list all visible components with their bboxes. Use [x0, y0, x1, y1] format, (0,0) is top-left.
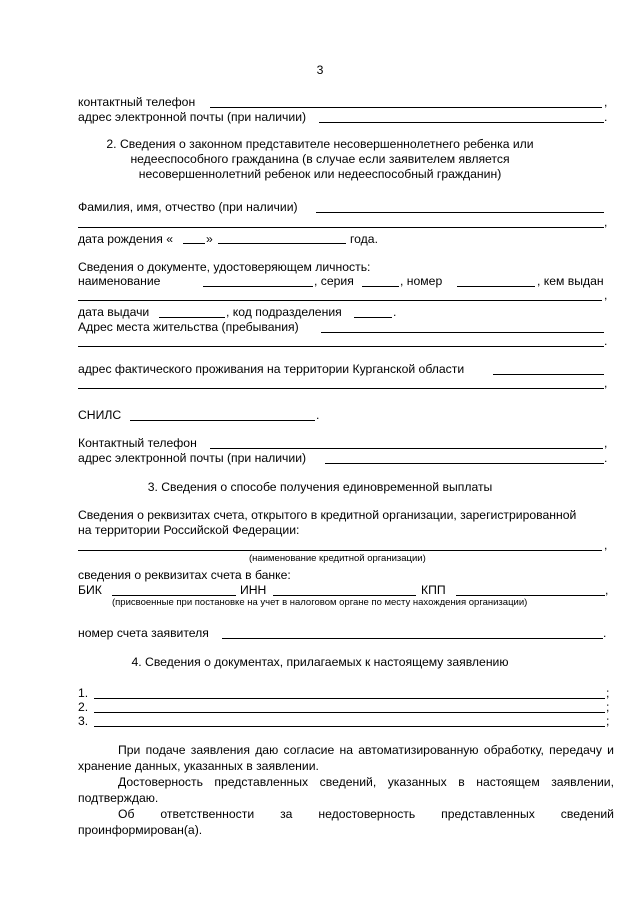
account-number-label: номер счета заявителя	[78, 626, 209, 640]
fio-field[interactable]	[316, 212, 604, 213]
doc-item-1-field[interactable]	[94, 698, 605, 699]
section3-title: 3. Сведения о способе получения единовременной выплаты	[147, 480, 493, 494]
doc-issue-date-label: дата выдачи	[78, 305, 150, 319]
id-document-label: Сведения о документе, удостоверяющем личность:	[78, 260, 371, 274]
contact-phone-label-2: Контактный телефон	[78, 436, 197, 450]
doc-name-label: наименование	[78, 274, 161, 288]
liability-paragraph: Об ответственности за недостоверность представленных сведений проинформирован(а).	[78, 807, 614, 837]
doc-issued-by-field[interactable]	[78, 300, 602, 301]
inn-field[interactable]	[273, 595, 416, 596]
contact-phone-field[interactable]	[210, 107, 602, 108]
actual-address-field-line2[interactable]	[78, 388, 604, 389]
actual-address-field[interactable]	[493, 374, 604, 375]
birth-day-field[interactable]	[183, 243, 205, 244]
inn-label: ИНН	[240, 583, 267, 597]
residence-field-line2[interactable]	[78, 346, 604, 347]
accuracy-paragraph: Достоверность представленных сведений, указанных в настоящем заявлении, подтверждаю.	[78, 775, 614, 805]
bank-account-label: сведения о реквизитах счета в банке:	[78, 568, 291, 582]
email-label-2: адрес электронной почты (при наличии)	[78, 451, 307, 465]
actual-address-label: адрес фактического проживания на территории Курганской области	[78, 362, 465, 376]
residence-field[interactable]	[321, 332, 604, 333]
kpp-label: КПП	[421, 583, 446, 597]
section4-title: 4. Сведения о документах, прилагаемых к настоящему заявлению	[131, 655, 509, 669]
kpp-field[interactable]	[456, 595, 605, 596]
doc-item-2-label: 2.	[78, 700, 89, 714]
doc-number-field[interactable]	[457, 286, 535, 287]
bank-name-field[interactable]	[78, 550, 602, 551]
section2-title: 2. Сведения о законном представителе несовершеннолетнего ребенка или	[106, 137, 534, 151]
doc-name-field[interactable]	[203, 286, 313, 287]
snils-label: СНИЛС	[78, 408, 122, 422]
doc-item-3-label: 3.	[78, 714, 89, 728]
contact-phone-label: контактный телефон	[78, 95, 196, 109]
birth-month-year-field[interactable]	[218, 243, 346, 244]
bik-field[interactable]	[112, 595, 236, 596]
doc-subdivision-field[interactable]	[354, 317, 392, 318]
doc-item-1-label: 1.	[78, 686, 89, 700]
fio-field-line2[interactable]	[78, 227, 604, 228]
email-field[interactable]	[319, 122, 604, 123]
tax-hint: (присвоенные при постановке на учет в налоговом органе по месту нахождения организации)	[112, 597, 528, 608]
email-label: адрес электронной почты (при наличии)	[78, 110, 307, 124]
account-number-field[interactable]	[222, 638, 603, 639]
bank-info-label: Сведения о реквизитах счета, открытого в кредитной организации, зарегистрированной	[78, 508, 577, 522]
birth-date-prefix: дата рождения «	[78, 232, 173, 246]
doc-series-field[interactable]	[362, 286, 399, 287]
bik-label: БИК	[78, 583, 102, 597]
doc-item-2-field[interactable]	[94, 712, 605, 713]
residence-label: Адрес места жительства (пребывания)	[78, 320, 299, 334]
doc-item-3-field[interactable]	[94, 726, 605, 727]
contact-phone-field-2[interactable]	[210, 448, 603, 449]
email-field-2[interactable]	[325, 463, 604, 464]
fio-label: Фамилия, имя, отчество (при наличии)	[78, 200, 298, 214]
page-number: 3	[316, 63, 324, 77]
snils-field[interactable]	[130, 420, 315, 421]
doc-issue-date-field[interactable]	[159, 317, 225, 318]
consent-paragraph: При подаче заявления даю согласие на автоматизированную обработку, передачу и хранение данных, указанных в заявлении.	[78, 743, 614, 773]
bank-name-hint: (наименование кредитной организации)	[249, 553, 426, 564]
